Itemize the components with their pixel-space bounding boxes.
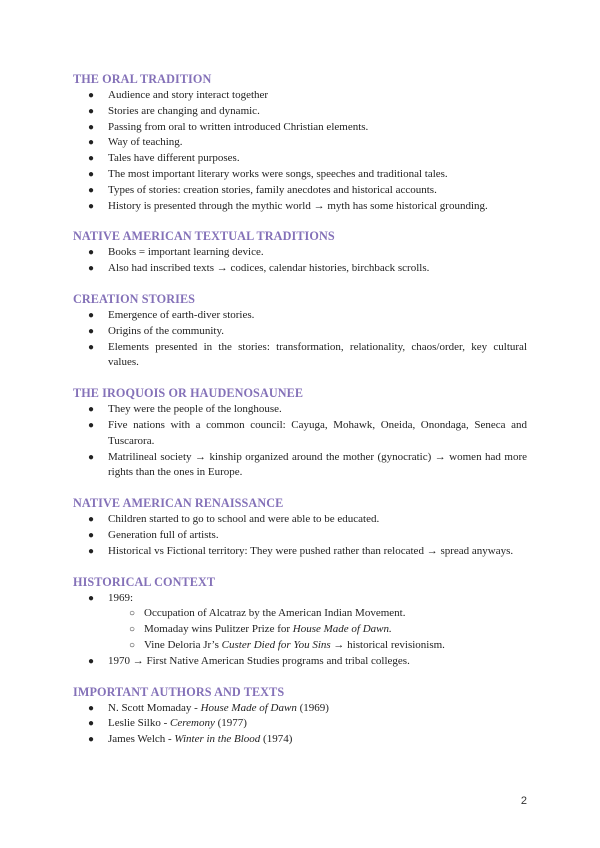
list-item: ● Matrilineal society → kinship organized around the mother (gynocratic) → women had more rights than the ones in Europe. [88,450,527,479]
section-heading: THE IROQUOIS OR HAUDENOSAUNEE [73,386,304,401]
list-item: ● Generation full of artists. [73,528,527,544]
bullet-icon: ● [88,341,95,353]
bullet-icon: ● [88,137,95,149]
circle-bullet-icon: ○ [129,608,136,620]
bullet-list [73,245,527,277]
bullet-icon: ● [88,592,95,604]
list-item: ● The most important literary works were songs, speeches and traditional tales. [73,167,527,183]
bullet-icon: ● [88,121,95,133]
list-item: ● Origins of the community. [73,324,527,340]
list-item: ● History is presented through the mythic world → myth has some historical grounding. [73,199,527,215]
sub-list-item: ○ Occupation of Alcatraz by the American Indian Movement. [108,606,527,622]
section-iroquois [73,385,527,481]
sub-bullet-list [108,606,527,653]
bullet-icon: ● [88,419,95,431]
bullet-list [73,88,527,214]
bullet-icon: ● [88,325,95,337]
list-item: ● Stories are changing and dynamic. [73,104,527,120]
section-heading: THE ORAL TRADITION [73,72,212,86]
list-item: ● Passing from oral to written introduced Christian elements. [73,120,527,136]
section-heading: IMPORTANT AUTHORS AND TEXTS [73,684,285,699]
list-item: ● James Welch - Winter in the Blood (1974) [73,732,527,748]
list-item: ● N. Scott Momaday - House Made of Dawn (1969) [73,701,527,717]
bullet-icon: ● [88,247,95,259]
section-oral-tradition [73,71,527,214]
list-item: ● 1969: ○ Occupation of Alcatraz by the American Indian Movement. ○ Momaday wins Pulitzer Prize for House Made of Dawn. ○ Vine Deloria Jr’s Custer Died for You Sins → historical revisionism. [73,591,527,654]
bullet-icon: ● [88,90,95,101]
bullet-list [73,512,527,559]
bullet-icon: ● [88,200,95,212]
bullet-icon: ● [88,451,95,463]
list-item: ● They were the people of the longhouse. [73,402,527,418]
list-item: ● Children started to go to school and were able to be educated. [73,512,527,528]
bullet-icon: ● [88,184,95,196]
list-item: ● Audience and story interact together [73,88,527,104]
list-item: ● 1970 → First Native American Studies programs and tribal colleges. [73,654,527,670]
bullet-icon: ● [88,309,95,321]
list-item: ● Way of teaching. [73,135,527,151]
list-item: ● Books = important learning device. [73,245,527,261]
section-heading: CREATION STORIES [73,291,196,306]
bullet-icon: ● [88,702,95,714]
section-heading: HISTORICAL CONTEXT [73,574,216,589]
bullet-icon: ● [88,105,95,117]
section-heading: NATIVE AMERICAN RENAISSANCE [73,496,284,511]
bullet-icon: ● [88,153,95,165]
list-item: ● Elements presented in the stories: transformation, relationality, chaos/order, key cultural values. [88,340,527,369]
section-textual-traditions [73,228,527,277]
section-authors-texts [73,684,527,748]
bullet-icon: ● [88,734,95,746]
list-item: ● Historical vs Fictional territory: They were pushed rather than relocated → spread anyways. [73,544,527,560]
section-renaissance [73,495,527,559]
section-creation-stories [73,291,527,371]
bullet-icon: ● [88,168,95,180]
bullet-icon: ● [88,529,95,541]
bullet-list [73,402,527,481]
list-item: ● Tales have different purposes. [73,151,527,167]
list-item: ● Five nations with a common council: Cayuga, Mohawk, Oneida, Onondaga, Seneca and Tuscarora. [88,418,527,447]
circle-bullet-icon: ○ [129,639,136,651]
notes-content [73,71,527,762]
bullet-icon: ● [88,655,95,667]
sub-list-item: ○ Vine Deloria Jr’s Custer Died for You Sins → historical revisionism. [108,638,527,654]
section-historical-context [73,574,527,670]
list-item: ● Also had inscribed texts → codices, calendar histories, birchback scrolls. [73,261,527,277]
list-item: ● Types of stories: creation stories, family anecdotes and historical accounts. [73,183,527,199]
bullet-icon: ● [88,263,95,275]
bullet-list [73,701,527,748]
bullet-icon: ● [88,514,95,526]
bullet-list [73,591,527,670]
bullet-list [73,308,527,371]
sub-list-item: ○ Momaday wins Pulitzer Prize for House Made of Dawn. [108,622,527,638]
list-item: ● Emergence of earth-diver stories. [73,308,527,324]
circle-bullet-icon: ○ [129,624,136,636]
section-heading: NATIVE AMERICAN TEXTUAL TRADITIONS [73,229,335,244]
page-number: 2 [520,795,527,807]
bullet-icon: ● [88,718,95,730]
list-item: ● Leslie Silko - Ceremony (1977) [73,716,527,732]
bullet-icon: ● [88,404,95,416]
bullet-icon: ● [88,545,95,557]
